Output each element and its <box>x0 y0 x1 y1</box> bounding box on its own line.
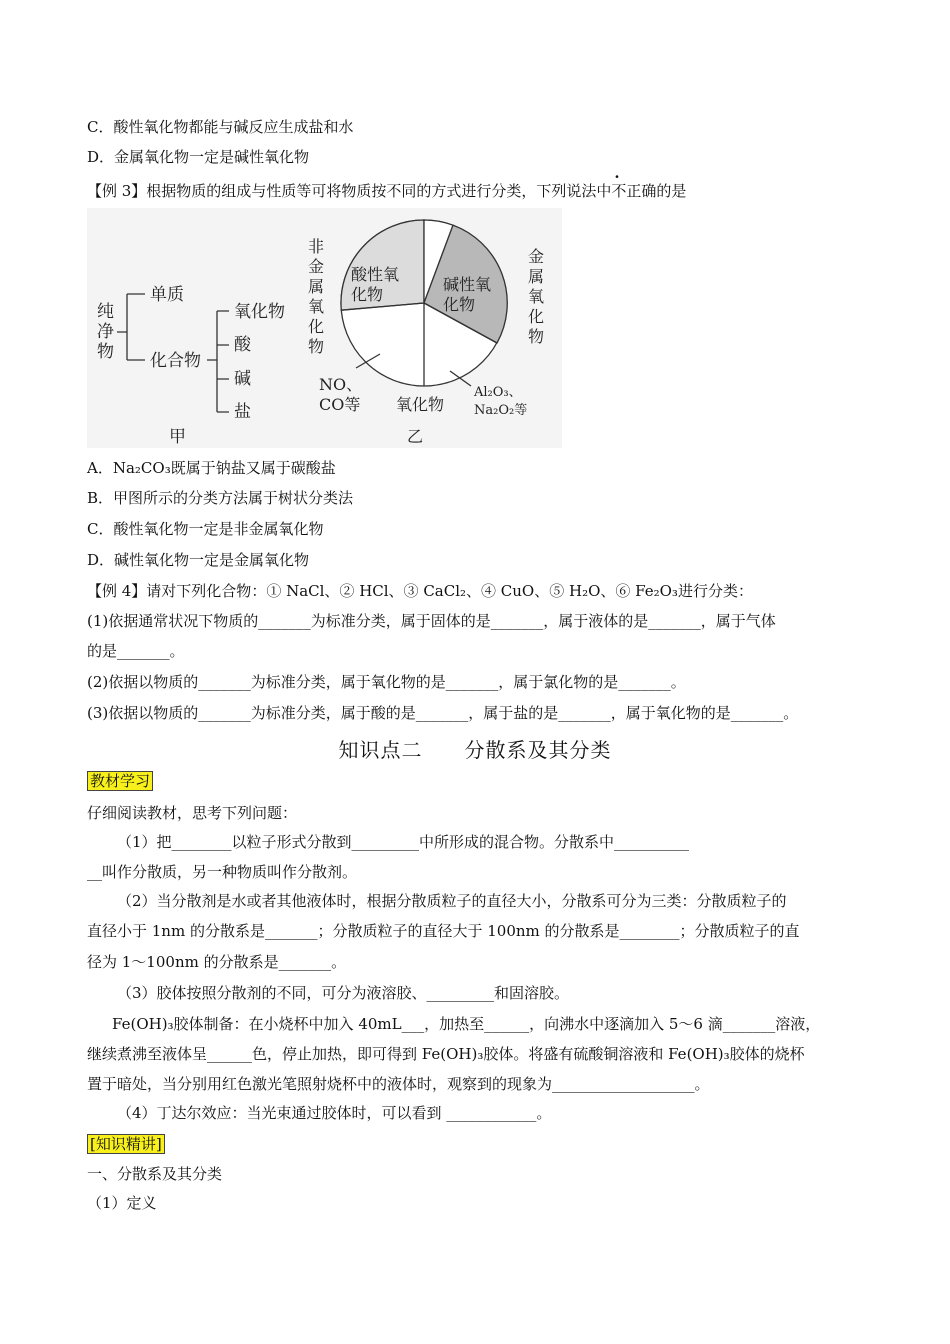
option-b-3: B．甲图所示的分类方法属于树状分类法 <box>87 489 354 507</box>
base-oxide-2: 化物 <box>443 295 476 314</box>
left-side-4: 氧 <box>308 297 325 316</box>
al-na-1: Al₂O₃、 <box>474 385 522 400</box>
root-char-2: 净 <box>97 322 114 342</box>
acid-oxide-1: 酸性氧 <box>351 265 400 284</box>
definition-heading: （1）定义 <box>87 1194 157 1212</box>
question-1-line-1: (1)依据通常状况下物质的_______为标准分类，属于固体的是_______，属于液体的是_______，属于气体 <box>87 612 776 630</box>
para-4-line-1: Fe(OH)₃胶体制备：在小烧杯中加入 40mL___，加热至______，向沸水中逐滴加入 5～6 滴_______溶液， <box>112 1015 821 1033</box>
para-2-line-3: 径为 1～100nm 的分散系是_______。 <box>87 953 347 971</box>
option-d-3: D．碱性氧化物一定是金属氧化物 <box>87 551 310 569</box>
kind-acid: 酸 <box>234 335 251 355</box>
option-d-1: D．金属氧化物一定是碱性氧化物 <box>87 148 310 166</box>
classification-figure <box>87 208 562 448</box>
para-4-line-2: 继续煮沸至液体呈______色，停止加热，即可得到 Fe(OH)₃胶体。将盛有硫酸铜溶液和 Fe(OH)₃胶体的烧杯 <box>87 1045 805 1063</box>
root-char-1: 纯 <box>97 302 114 322</box>
emphasis-text: 不正确 <box>611 182 657 200</box>
kind-salt: 盐 <box>234 402 251 422</box>
base-oxide-1: 碱性氧 <box>443 275 492 294</box>
root-char-3: 物 <box>97 342 114 362</box>
question-2: (2)依据以物质的_______为标准分类，属于氧化物的是_______，属于氯化物的是_______。 <box>87 673 686 691</box>
para-3: （3）胶体按照分散剂的不同，可分为液溶胶、_________和固溶胶。 <box>117 984 570 1002</box>
example-3-question: 【例 3】根据物质的组成与性质等可将物质按不同的方式进行分类，下列说法中不正确的是 <box>87 182 687 200</box>
option-c-3: C．酸性氧化物一定是非金属氧化物 <box>87 520 324 538</box>
tag-textbook-row <box>87 771 153 791</box>
elem-label: 单质 <box>150 285 184 305</box>
left-side-5: 化 <box>308 317 325 336</box>
left-side-3: 属 <box>308 277 325 296</box>
read-instruction: 仔细阅读教材，思考下列问题： <box>87 804 298 822</box>
right-side-3: 氧 <box>528 287 545 306</box>
right-side-1: 金 <box>528 247 545 266</box>
subsection-heading: 一、分散系及其分类 <box>87 1165 223 1183</box>
question-1-line-2: 的是_______。 <box>87 642 185 660</box>
acid-oxide-2: 化物 <box>351 285 384 304</box>
option-c-1: C．酸性氧化物都能与碱反应生成盐和水 <box>87 118 354 136</box>
tag-textbook: 教材学习 <box>87 771 153 791</box>
left-side-1: 非 <box>308 237 325 256</box>
example-4-question: 【例 4】请对下列化合物：① NaCl、② HCl、③ CaCl₂、④ CuO、⑤ H₂O、⑥ Fe₂O₃进行分类： <box>87 582 753 600</box>
left-side-6: 物 <box>308 337 325 356</box>
section-title: 知识点二 分散系及其分类 <box>338 738 612 762</box>
option-a-3: A．Na₂CO₃既属于钠盐又属于碳酸盐 <box>87 459 336 477</box>
compound-label: 化合物 <box>150 351 201 371</box>
para-1-line-2: __叫作分散质，另一种物质叫作分散剂。 <box>87 863 358 881</box>
left-side-2: 金 <box>308 257 325 276</box>
al-na-2: Na₂O₂等 <box>474 403 528 418</box>
kind-base: 碱 <box>234 369 251 389</box>
para-4-line-3: 置于暗处，当分别用红色激光笔照射烧杯中的液体时，观察到的现象为___________________。 <box>87 1075 710 1093</box>
no-co-1: NO、 <box>319 375 363 394</box>
question-3: (3)依据以物质的_______为标准分类，属于酸的是_______，属于盐的是_______，属于氧化物的是_______。 <box>87 704 799 722</box>
kind-oxide: 氧化物 <box>234 302 285 322</box>
right-side-2: 属 <box>528 267 545 286</box>
para-1-line-1: （1）把________以粒子形式分散到_________中所形成的混合物。分散系中__________ <box>117 833 690 851</box>
right-side-5: 物 <box>528 327 545 346</box>
caption-yi: 乙 <box>407 427 424 446</box>
oxide-label: 氧化物 <box>396 395 445 414</box>
caption-jia: 甲 <box>169 427 186 447</box>
tag-knowledge-row <box>87 1134 165 1154</box>
para-5: （4）丁达尔效应：当光束通过胶体时，可以看到 ____________。 <box>117 1104 552 1122</box>
right-side-4: 化 <box>528 307 545 326</box>
tag-knowledge: [知识精讲] <box>87 1134 165 1154</box>
para-2-line-2: 直径小于 1nm 的分散系是_______；分散质粒子的直径大于 100nm 的分散系是________；分散质粒子的直 <box>87 922 800 940</box>
para-2-line-1: （2）当分散剂是水或者其他液体时，根据分散质粒子的直径大小，分散系可分为三类：分散质粒子的 <box>117 892 787 910</box>
no-co-2: CO等 <box>319 395 361 414</box>
